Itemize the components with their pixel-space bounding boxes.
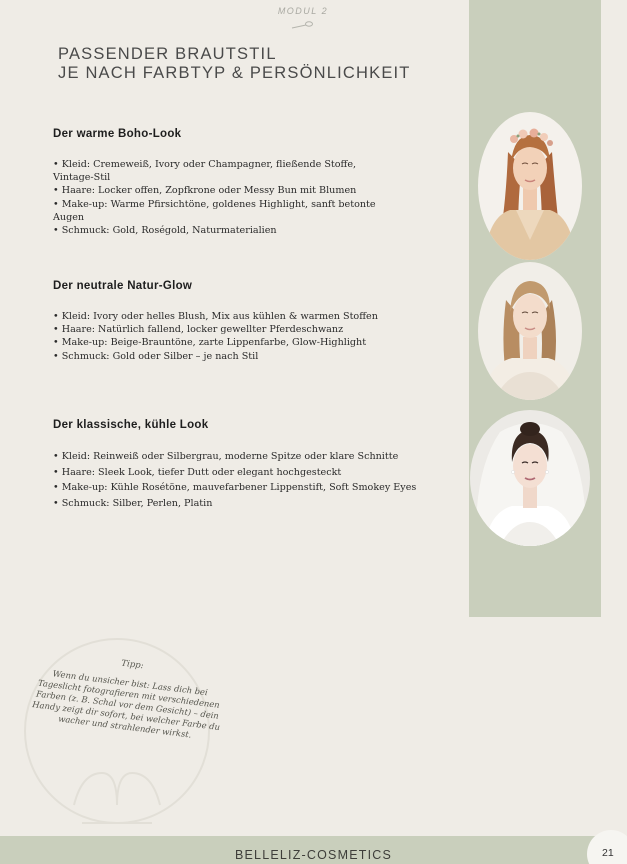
bullet-list xyxy=(53,158,393,237)
bullet-item: • Kleid: Cremeweiß, Ivory oder Champagner, fließende Stoffe, Vintage-Stil xyxy=(53,159,357,184)
section-heading: Der klassische, kühle Look xyxy=(53,419,209,431)
bullet-item: • Schmuck: Silber, Perlen, Platin xyxy=(53,497,213,509)
section-boho xyxy=(53,128,453,237)
page-title xyxy=(58,45,411,83)
bullet-item: • Haare: Sleek Look, tiefer Dutt oder elegant hochgesteckt xyxy=(53,466,342,478)
tip-heading: Tipp: xyxy=(120,658,145,672)
bullet-item: • Schmuck: Gold, Roségold, Naturmaterialien xyxy=(53,225,277,237)
title-line-1: PASSENDER BRAUTSTIL xyxy=(58,45,277,63)
bullet-list xyxy=(53,310,398,363)
bullet-item: • Make-up: Warme Pfirsichtöne, goldenes Highlight, sanft betonte Augen xyxy=(53,198,376,223)
footer-brand: BELLELIZ-COSMETICS xyxy=(234,848,393,862)
section-klassisch xyxy=(53,419,453,511)
bullet-item: • Haare: Natürlich fallend, locker gewellter Pferdeschwanz xyxy=(53,324,344,336)
bullet-item: • Kleid: Ivory oder helles Blush, Mix aus kühlen & warmen Stoffen xyxy=(53,311,378,322)
brush-icon xyxy=(290,20,314,30)
bullet-item: • Haare: Locker offen, Zopfkrone oder Messy Bun mit Blumen xyxy=(53,185,357,197)
bullet-item: • Make-up: Beige-Brauntöne, zarte Lippenfarbe, Glow-Highlight xyxy=(53,337,367,349)
photo-natur-glow-bride xyxy=(478,262,582,400)
photo-klassisch-bride xyxy=(470,410,590,546)
bullet-item: • Kleid: Reinweiß oder Silbergrau, moderne Spitze oder klare Schnitte xyxy=(53,451,399,462)
bullet-list xyxy=(53,449,463,511)
tip-text: Wenn du unsicher bist: Lass dich bei Tageslicht fotografieren mit verschiedenen Farben (z. B. Schal vor dem Gesicht) – dein Handy zeigt dir sofort, bei welcher Farbe du wacher und strahlender wirkst. xyxy=(31,668,221,740)
section-heading: Der neutrale Natur-Glow xyxy=(53,280,193,292)
title-line-2: JE NACH FARBTYP & PERSÖNLICHKEIT xyxy=(58,64,411,82)
photo-boho-bride xyxy=(478,112,582,260)
page-number: 21 xyxy=(587,830,627,864)
bullet-item: • Make-up: Kühle Rosétöne, mauvefarbener Lippenstift, Soft Smokey Eyes xyxy=(53,482,417,493)
module-label: MODUL 2 xyxy=(277,6,329,16)
section-natur-glow xyxy=(53,280,453,363)
section-heading: Der warme Boho-Look xyxy=(53,128,182,140)
bullet-item: • Schmuck: Gold oder Silber – je nach Stil xyxy=(53,350,259,362)
